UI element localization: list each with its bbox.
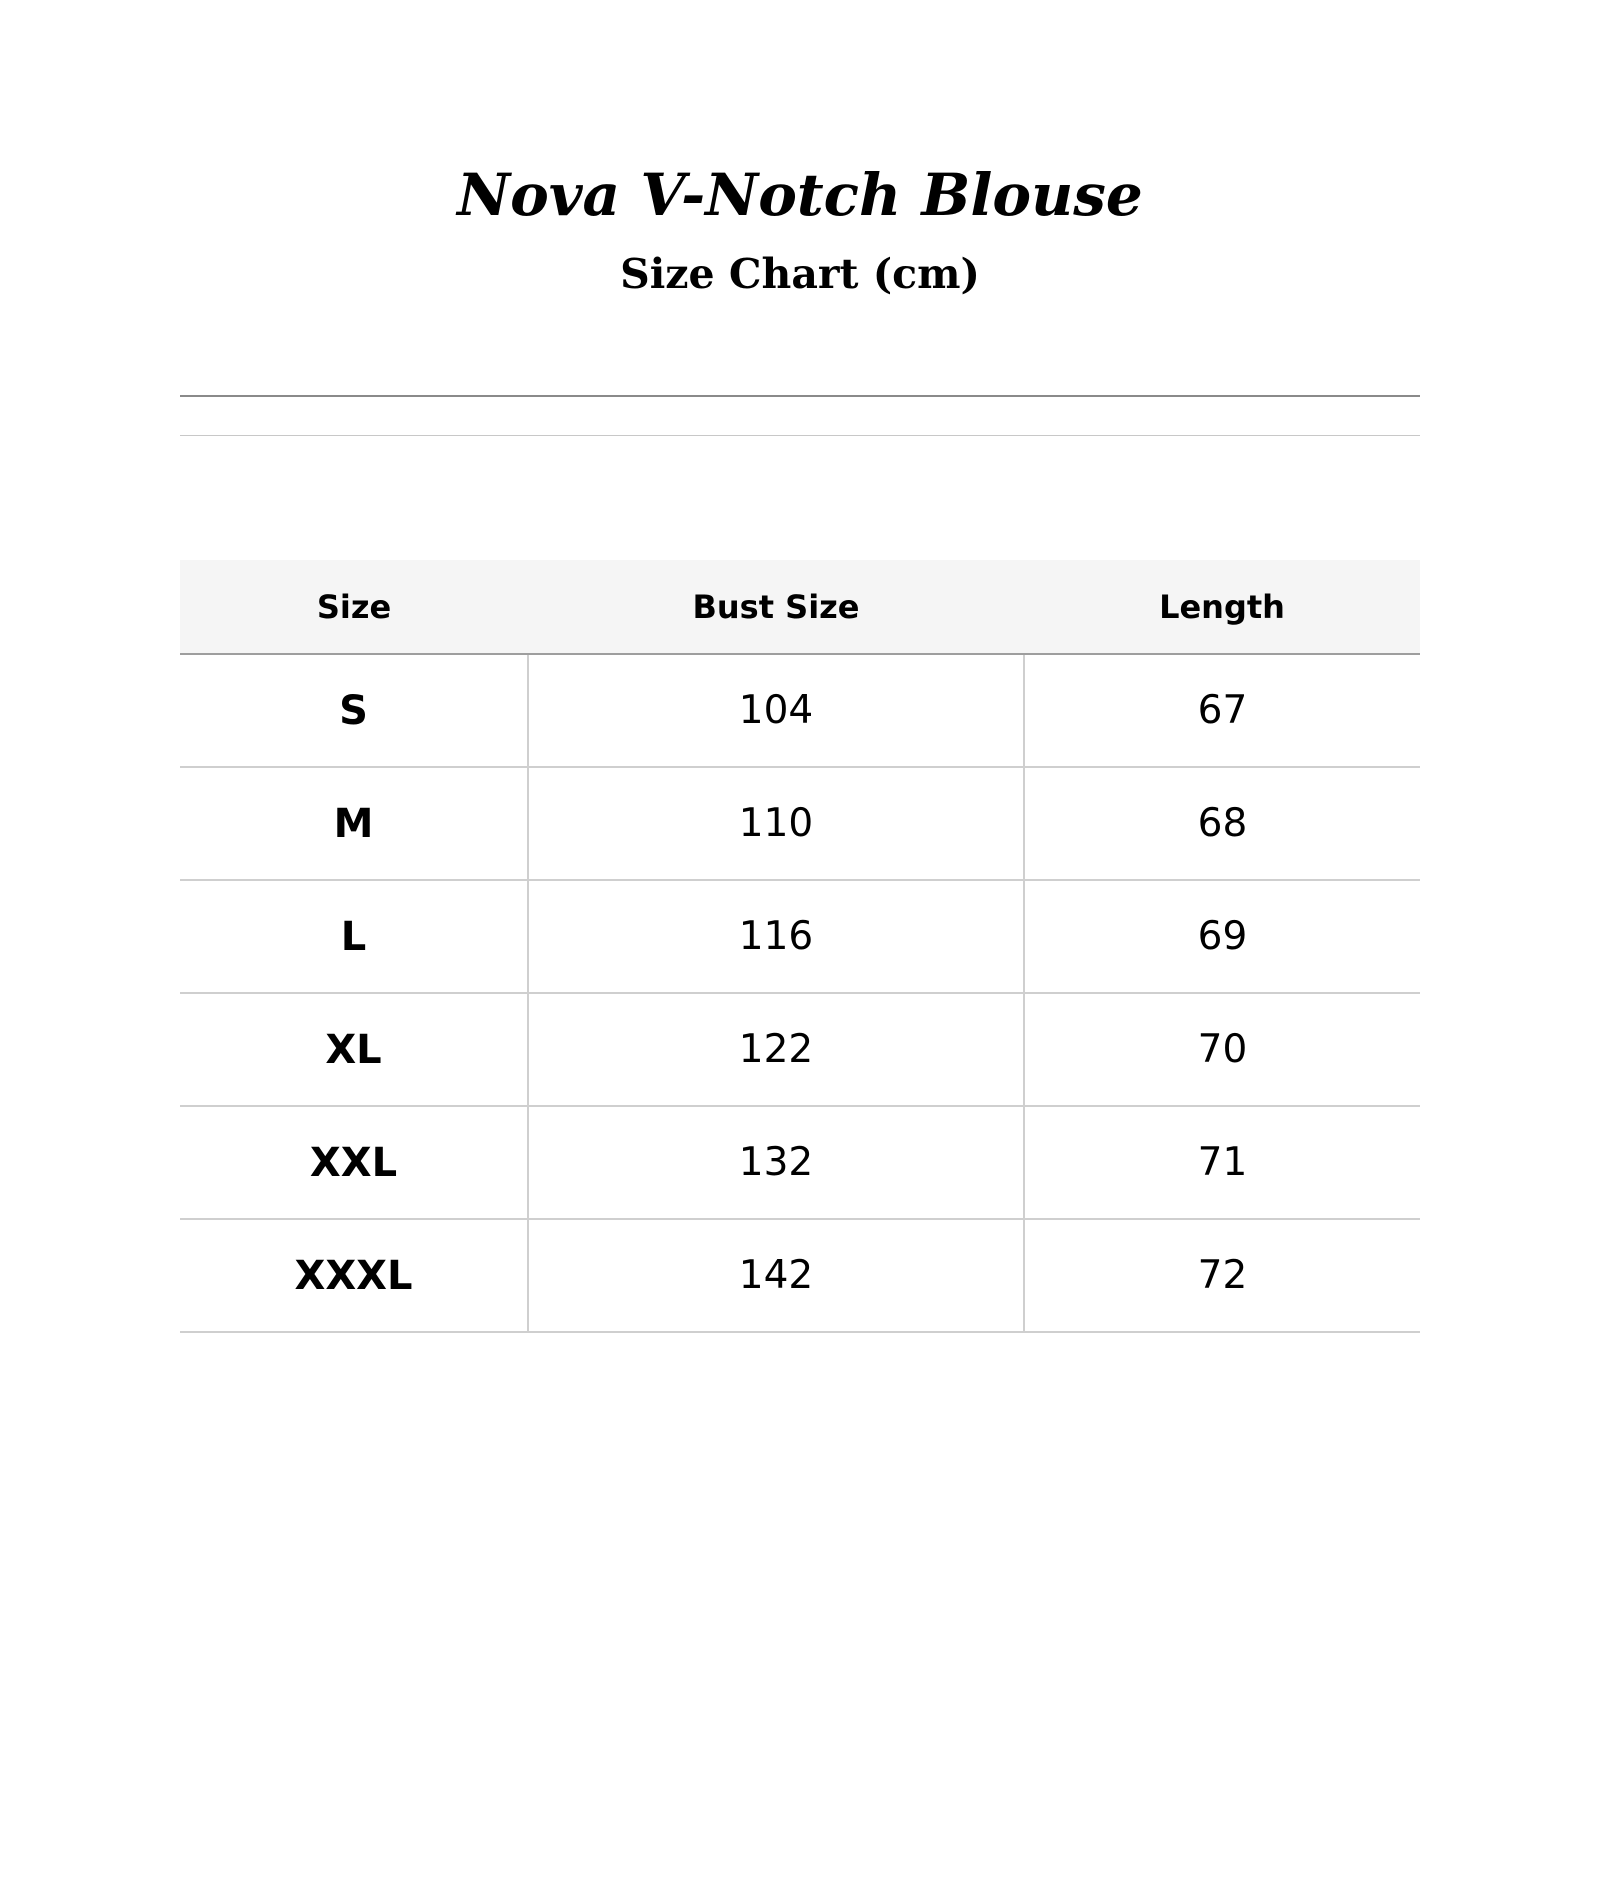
table-row	[180, 880, 1420, 993]
table-row	[180, 767, 1420, 880]
size-cell: XXL	[180, 1106, 528, 1219]
length-cell: 70	[1024, 993, 1420, 1106]
table-body	[180, 654, 1420, 1332]
length-cell: 69	[1024, 880, 1420, 993]
size-cell: L	[180, 880, 528, 993]
length-cell: 72	[1024, 1219, 1420, 1332]
table-header	[180, 560, 1420, 654]
length-cell: 67	[1024, 654, 1420, 767]
bust-cell: 116	[528, 880, 1024, 993]
top-divider	[180, 395, 1420, 397]
header-bust-size: Bust Size	[528, 560, 1024, 654]
table-row	[180, 993, 1420, 1106]
length-cell: 68	[1024, 767, 1420, 880]
bust-cell: 142	[528, 1219, 1024, 1332]
size-cell: XL	[180, 993, 528, 1106]
size-cell: M	[180, 767, 528, 880]
size-cell: S	[180, 654, 528, 767]
bust-cell: 122	[528, 993, 1024, 1106]
table-row	[180, 1219, 1420, 1332]
size-chart-table	[180, 560, 1420, 1333]
bust-cell: 110	[528, 767, 1024, 880]
table-row	[180, 654, 1420, 767]
bust-cell: 104	[528, 654, 1024, 767]
length-cell: 71	[1024, 1106, 1420, 1219]
page-title: Nova V-Notch Blouse	[457, 161, 1143, 229]
header-size: Size	[180, 560, 528, 654]
header-row	[180, 560, 1420, 654]
page-subtitle: Size Chart (cm)	[620, 250, 980, 298]
bust-cell: 132	[528, 1106, 1024, 1219]
size-cell: XXXL	[180, 1219, 528, 1332]
secondary-divider	[180, 435, 1420, 436]
header-length: Length	[1024, 560, 1420, 654]
table-row	[180, 1106, 1420, 1219]
